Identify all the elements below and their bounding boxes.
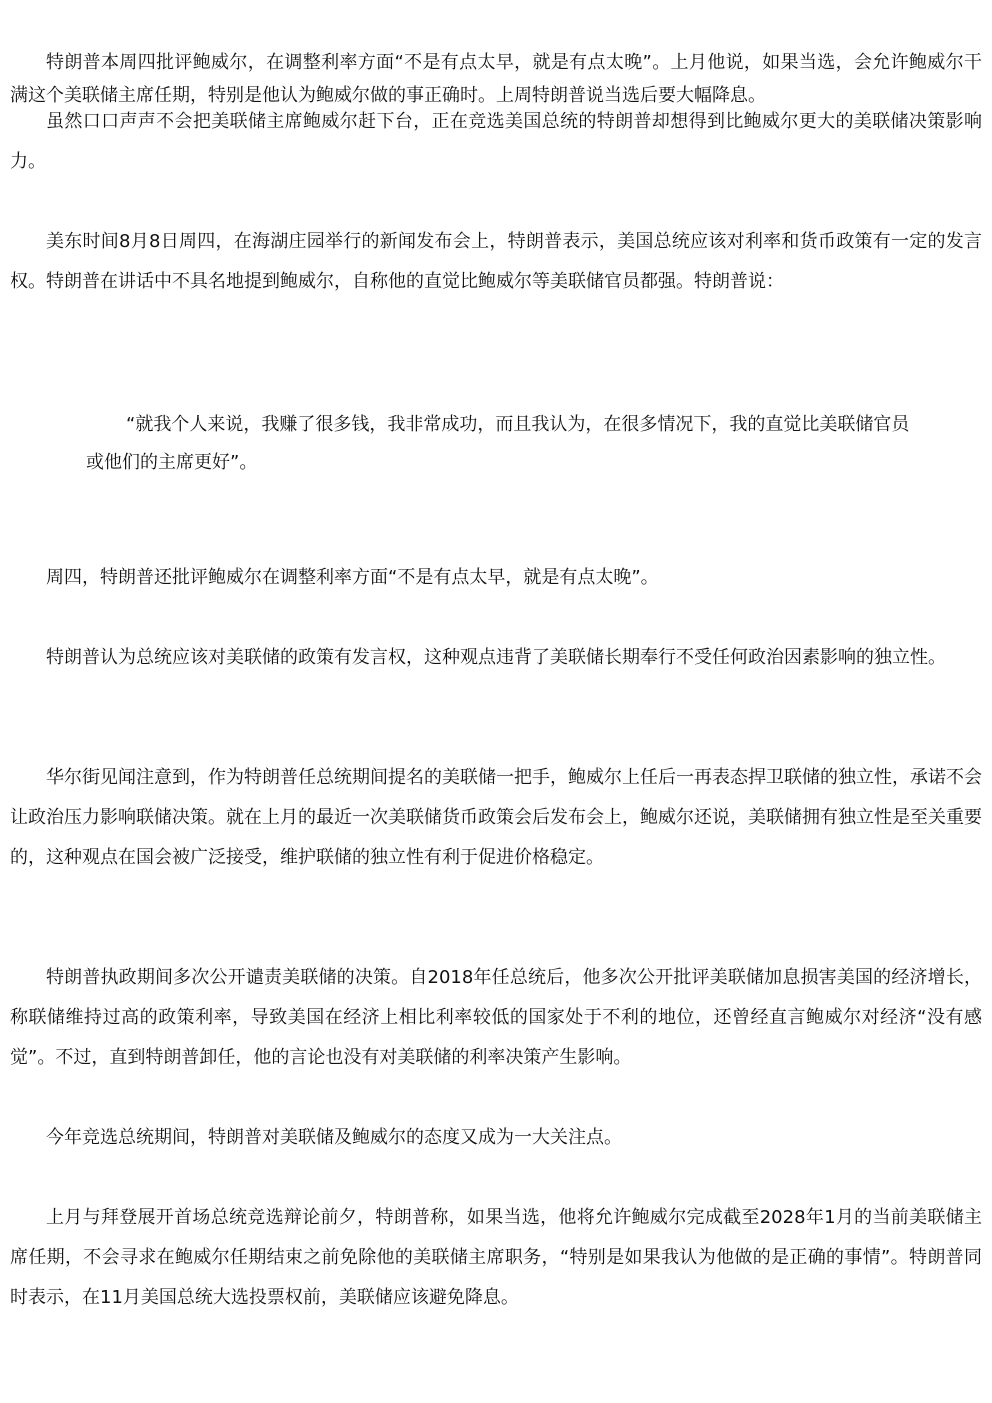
paragraph-6: 华尔街见闻注意到，作为特朗普任总统期间提名的美联储一把手，鲍威尔上任后一再表态捍卫联储的独立性，承诺不会让政治压力影响联储决策。就在上月的最近一次美联储货币政策会后发布会上，鲍威尔还说，美联储拥有独立性是至关重要的，这种观点在国会被广泛接受，维护联储的独立性有利于促进价格稳定。	[10, 767, 982, 868]
paragraph-4: 周四，特朗普还批评鲍威尔在调整利率方面“不是有点太早，就是有点太晚”。	[46, 567, 659, 588]
paragraph-7: 特朗普执政期间多次公开谴责美联储的决策。自2018年任总统后，他多次公开批评美联储加息损害美国的经济增长，称联储维持过高的政策利率，导致美国在经济上相比利率较低的国家处于不利的地位，还曾经直言鲍威尔对经济“没有感觉”。不过，直到特朗普卸任，他的言论也没有对美联储的利率决策产生影响。	[10, 967, 982, 1068]
paragraph-5: 特朗普认为总统应该对美联储的政策有发言权，这种观点违背了美联储长期奉行不受任何政治因素影响的独立性。	[46, 647, 946, 668]
paragraph-9: 上月与拜登展开首场总统竞选辩论前夕，特朗普称，如果当选，他将允许鲍威尔完成截至2028年1月的当前美联储主席任期，不会寻求在鲍威尔任期结束之前免除他的美联储主席职务，“特别是如果我认为他做的是正确的事情”。特朗普同时表示，在11月美国总统大选投票权前，美联储应该避免降息。	[10, 1207, 982, 1308]
quote-text: “就我个人来说，我赚了很多钱，我非常成功，而且我认为，在很多情况下，我的直觉比美联储官员或他们的主席更好”。	[86, 414, 910, 473]
paragraph-2: 虽然口口声声不会把美联储主席鲍威尔赶下台，正在竞选美国总统的特朗普却想得到比鲍威尔更大的美联储决策影响力。	[10, 111, 982, 172]
paragraph-1: 特朗普本周四批评鲍威尔，在调整利率方面“不是有点太早，就是有点太晚”。上月他说，如果当选，会允许鲍威尔干满这个美联储主席任期，特别是他认为鲍威尔做的事正确时。上周特朗普说当选后要大幅降息。	[10, 52, 982, 106]
paragraph-3: 美东时间8月8日周四，在海湖庄园举行的新闻发布会上，特朗普表示，美国总统应该对利率和货币政策有一定的发言权。特朗普在讲话中不具名地提到鲍威尔，自称他的直觉比鲍威尔等美联储官员都强。特朗普说：	[10, 231, 982, 292]
quote-block	[10, 406, 982, 482]
paragraph-8: 今年竞选总统期间，特朗普对美联储及鲍威尔的态度又成为一大关注点。	[46, 1127, 622, 1148]
